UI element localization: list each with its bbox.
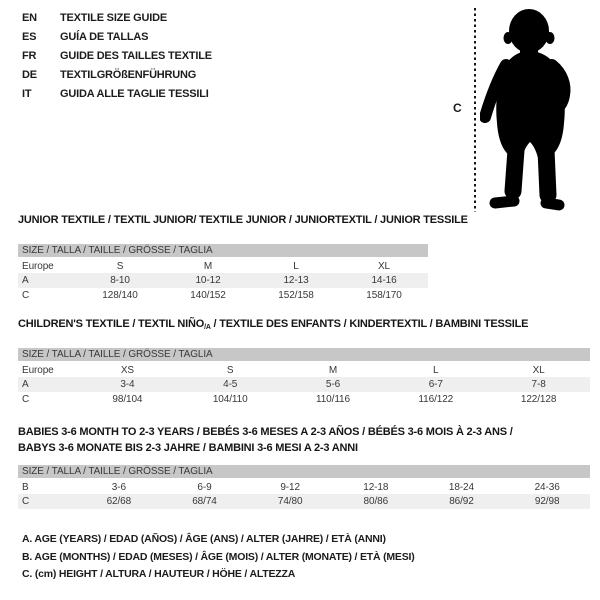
note-line-a: A. AGE (YEARS) / EDAD (AÑOS) / ÂGE (ANS) / ALTER (JAHRE) / ETÀ (ANNI) bbox=[22, 533, 386, 545]
table-row bbox=[18, 288, 428, 303]
note-line-b: B. AGE (MONTHS) / EDAD (MESES) / ÂGE (MOIS) / ALTER (MONATE) / ETÀ (MESI) bbox=[22, 550, 415, 563]
table-cell: 14-16 bbox=[371, 275, 397, 286]
table-cell: 12-13 bbox=[283, 275, 309, 286]
language-title: GUIDE DES TAILLES TEXTILE bbox=[60, 49, 212, 62]
table-cell: 24-36 bbox=[534, 481, 560, 493]
children-title-subscript: /A bbox=[204, 324, 211, 331]
table-cell: 8-10 bbox=[110, 275, 130, 286]
language-list bbox=[22, 8, 212, 103]
legend-notes bbox=[22, 531, 415, 584]
table-cell: 140/152 bbox=[190, 290, 226, 301]
children-title-text: / TEXTILE DES ENFANTS / KINDERTEXTIL / BAMBINI TESSILE bbox=[210, 318, 529, 330]
language-row bbox=[22, 27, 212, 46]
note-line-c: C. (cm) HEIGHT / ALTURA / HAUTEUR / HÖHE / ALTEZZA bbox=[22, 568, 296, 580]
table-row bbox=[18, 465, 590, 479]
table-row bbox=[18, 273, 428, 288]
babies-section-title bbox=[18, 424, 590, 456]
table-cell: XL bbox=[532, 364, 545, 376]
table-row bbox=[18, 494, 590, 509]
row-label: A bbox=[22, 379, 29, 390]
table-row bbox=[18, 244, 428, 258]
table-cell: S bbox=[226, 364, 234, 376]
row-label: Europe bbox=[22, 364, 54, 376]
language-row bbox=[22, 65, 212, 84]
children-title-text: CHILDREN'S TEXTILE / TEXTIL NIÑO bbox=[18, 318, 205, 330]
language-code: FR bbox=[22, 49, 37, 62]
row-label: A bbox=[22, 275, 29, 286]
table-cell: 128/140 bbox=[102, 290, 138, 301]
junior-section-title: JUNIOR TEXTILE / TEXTIL JUNIOR/ TEXTILE JUNIOR / JUNIORTEXTIL / JUNIOR TESSILE bbox=[18, 214, 468, 226]
table-cell: 5-6 bbox=[325, 379, 341, 390]
table-cell: 6-7 bbox=[428, 379, 443, 390]
table-cell: 152/158 bbox=[278, 290, 314, 301]
table-cell: 74/80 bbox=[277, 496, 303, 507]
table-cell: 4-5 bbox=[223, 379, 238, 390]
children-size-table bbox=[18, 348, 590, 407]
table-cell: XS bbox=[120, 364, 134, 376]
table-cell: 9-12 bbox=[280, 481, 300, 493]
language-code: DE bbox=[22, 68, 37, 81]
language-code: EN bbox=[22, 11, 37, 24]
language-title: GUIDA ALLE TAGLIE TESSILI bbox=[60, 87, 209, 100]
table-cell: S bbox=[116, 260, 124, 272]
section-junior bbox=[18, 214, 468, 303]
table-row bbox=[18, 348, 590, 362]
table-row bbox=[18, 479, 590, 494]
table-cell: 10-12 bbox=[195, 275, 221, 286]
table-cell: 12-18 bbox=[363, 481, 389, 493]
table-cell: 3-6 bbox=[111, 481, 126, 493]
language-title: GUÍA DE TALLAS bbox=[60, 30, 149, 43]
table-row bbox=[18, 258, 428, 273]
row-label: B bbox=[22, 481, 29, 493]
table-cell: L bbox=[293, 260, 299, 272]
table-cell: 86/92 bbox=[449, 496, 474, 507]
section-babies bbox=[18, 424, 590, 509]
row-label: C bbox=[22, 394, 30, 405]
table-cell: M bbox=[328, 364, 338, 376]
table-cell: XL bbox=[377, 260, 391, 272]
table-cell: 7-8 bbox=[531, 379, 546, 390]
height-label: C bbox=[453, 101, 462, 115]
babies-size-table bbox=[18, 465, 590, 509]
language-title: TEXTILGRÖßENFÜHRUNG bbox=[60, 68, 197, 81]
table-cell: 68/74 bbox=[192, 496, 217, 507]
table-cell: 3-4 bbox=[120, 379, 135, 390]
junior-size-table bbox=[18, 244, 428, 303]
table-cell: 110/116 bbox=[316, 394, 350, 405]
table-cell: 6-9 bbox=[197, 481, 212, 493]
language-row bbox=[22, 8, 212, 27]
table-row bbox=[18, 362, 590, 377]
language-title: TEXTILE SIZE GUIDE bbox=[60, 11, 168, 24]
size-header-bar: SIZE / TALLA / TAILLE / GRÖSSE / TAGLIA bbox=[18, 465, 590, 479]
language-row bbox=[22, 46, 212, 65]
height-dotted-line bbox=[474, 8, 476, 212]
table-cell: 18-24 bbox=[448, 481, 474, 493]
language-code: IT bbox=[22, 87, 32, 100]
toddler-silhouette-icon bbox=[480, 5, 600, 215]
table-cell: M bbox=[203, 260, 213, 272]
row-label: C bbox=[22, 290, 30, 301]
table-cell: L bbox=[433, 364, 439, 376]
table-cell: 116/122 bbox=[418, 394, 454, 405]
row-label: C bbox=[22, 496, 30, 507]
table-cell: 122/128 bbox=[520, 394, 557, 405]
table-cell: 98/104 bbox=[112, 394, 143, 405]
table-cell: 62/68 bbox=[106, 496, 132, 507]
table-cell: 92/98 bbox=[534, 496, 560, 507]
size-header-bar: SIZE / TALLA / TAILLE / GRÖSSE / TAGLIA bbox=[18, 348, 590, 362]
row-label: Europe bbox=[22, 260, 54, 272]
size-header-bar: SIZE / TALLA / TAILLE / GRÖSSE / TAGLIA bbox=[18, 244, 428, 258]
section-children bbox=[18, 318, 590, 407]
table-cell: 80/86 bbox=[363, 496, 389, 507]
children-section-title bbox=[18, 318, 590, 334]
table-cell: 158/170 bbox=[366, 290, 402, 301]
table-row bbox=[18, 377, 590, 392]
babies-title-line: BABIES 3-6 MONTH TO 2-3 YEARS / BEBÉS 3-6 MESES A 2-3 AÑOS / BÉBÉS 3-6 MOIS À 2-3 ANS / bbox=[18, 426, 513, 438]
language-row bbox=[22, 84, 212, 103]
language-code: ES bbox=[22, 30, 37, 43]
table-row bbox=[18, 392, 590, 407]
table-cell: 104/110 bbox=[212, 394, 248, 405]
babies-title-line: BABYS 3-6 MONATE BIS 2-3 JAHRE / BAMBINI 3-6 MESI A 2-3 ANNI bbox=[18, 442, 358, 454]
